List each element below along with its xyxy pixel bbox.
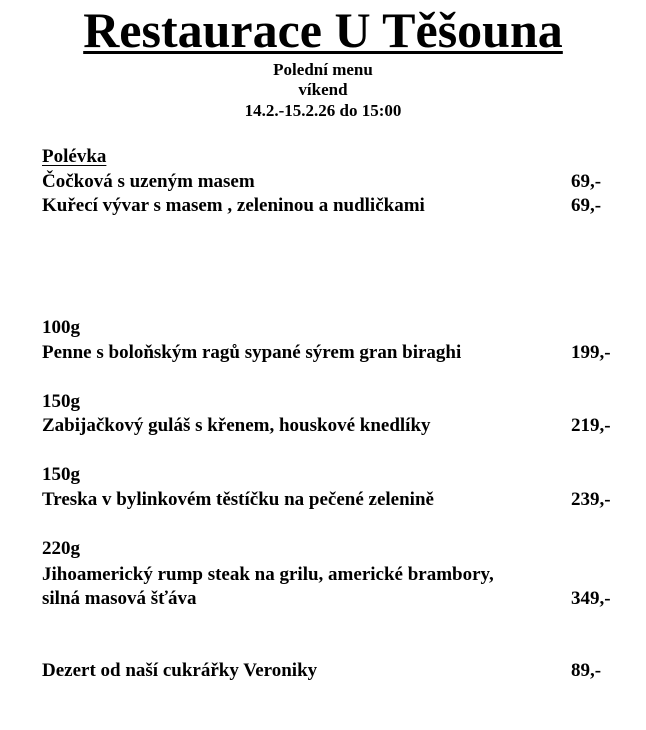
menu-date-range: 14.2.-15.2.26 do 15:00 (244, 101, 402, 120)
main-item-weight: 150g (42, 464, 80, 485)
soup-heading: Polévka (42, 146, 107, 167)
soup-item-price: 69,- (571, 171, 602, 192)
main-item-weight: 100g (42, 317, 80, 338)
main-item-name-continued: silná masová šťáva (42, 588, 197, 609)
main-item-price: 199,- (571, 342, 611, 363)
menu-day: víkend (298, 80, 348, 99)
main-item-price: 349,- (571, 588, 611, 609)
main-item-name: Jihoamerický rump steak na grilu, americké brambory, (42, 564, 494, 585)
main-item-weight: 220g (42, 538, 80, 559)
main-item-price: 219,- (571, 415, 611, 436)
main-item-name: Penne s boloňským ragů sypané sýrem gran biraghi (42, 342, 462, 363)
dessert-name: Dezert od naší cukrářky Veroniky (42, 660, 318, 681)
main-item-name: Treska v bylinkovém těstíčku na pečené zelenině (42, 489, 434, 510)
main-item-name: Zabijačkový guláš s křenem, houskové knedlíky (42, 415, 431, 436)
menu-type: Polední menu (273, 60, 373, 79)
soup-item-price: 69,- (571, 195, 602, 216)
dessert-price: 89,- (571, 660, 602, 681)
main-item-weight: 150g (42, 391, 80, 412)
soup-item-name: Kuřecí vývar s masem , zeleninou a nudličkami (42, 195, 425, 216)
soup-item-name: Čočková s uzeným masem (42, 171, 255, 192)
main-item-price: 239,- (571, 489, 611, 510)
restaurant-title: Restaurace U Těšouna (83, 2, 563, 58)
